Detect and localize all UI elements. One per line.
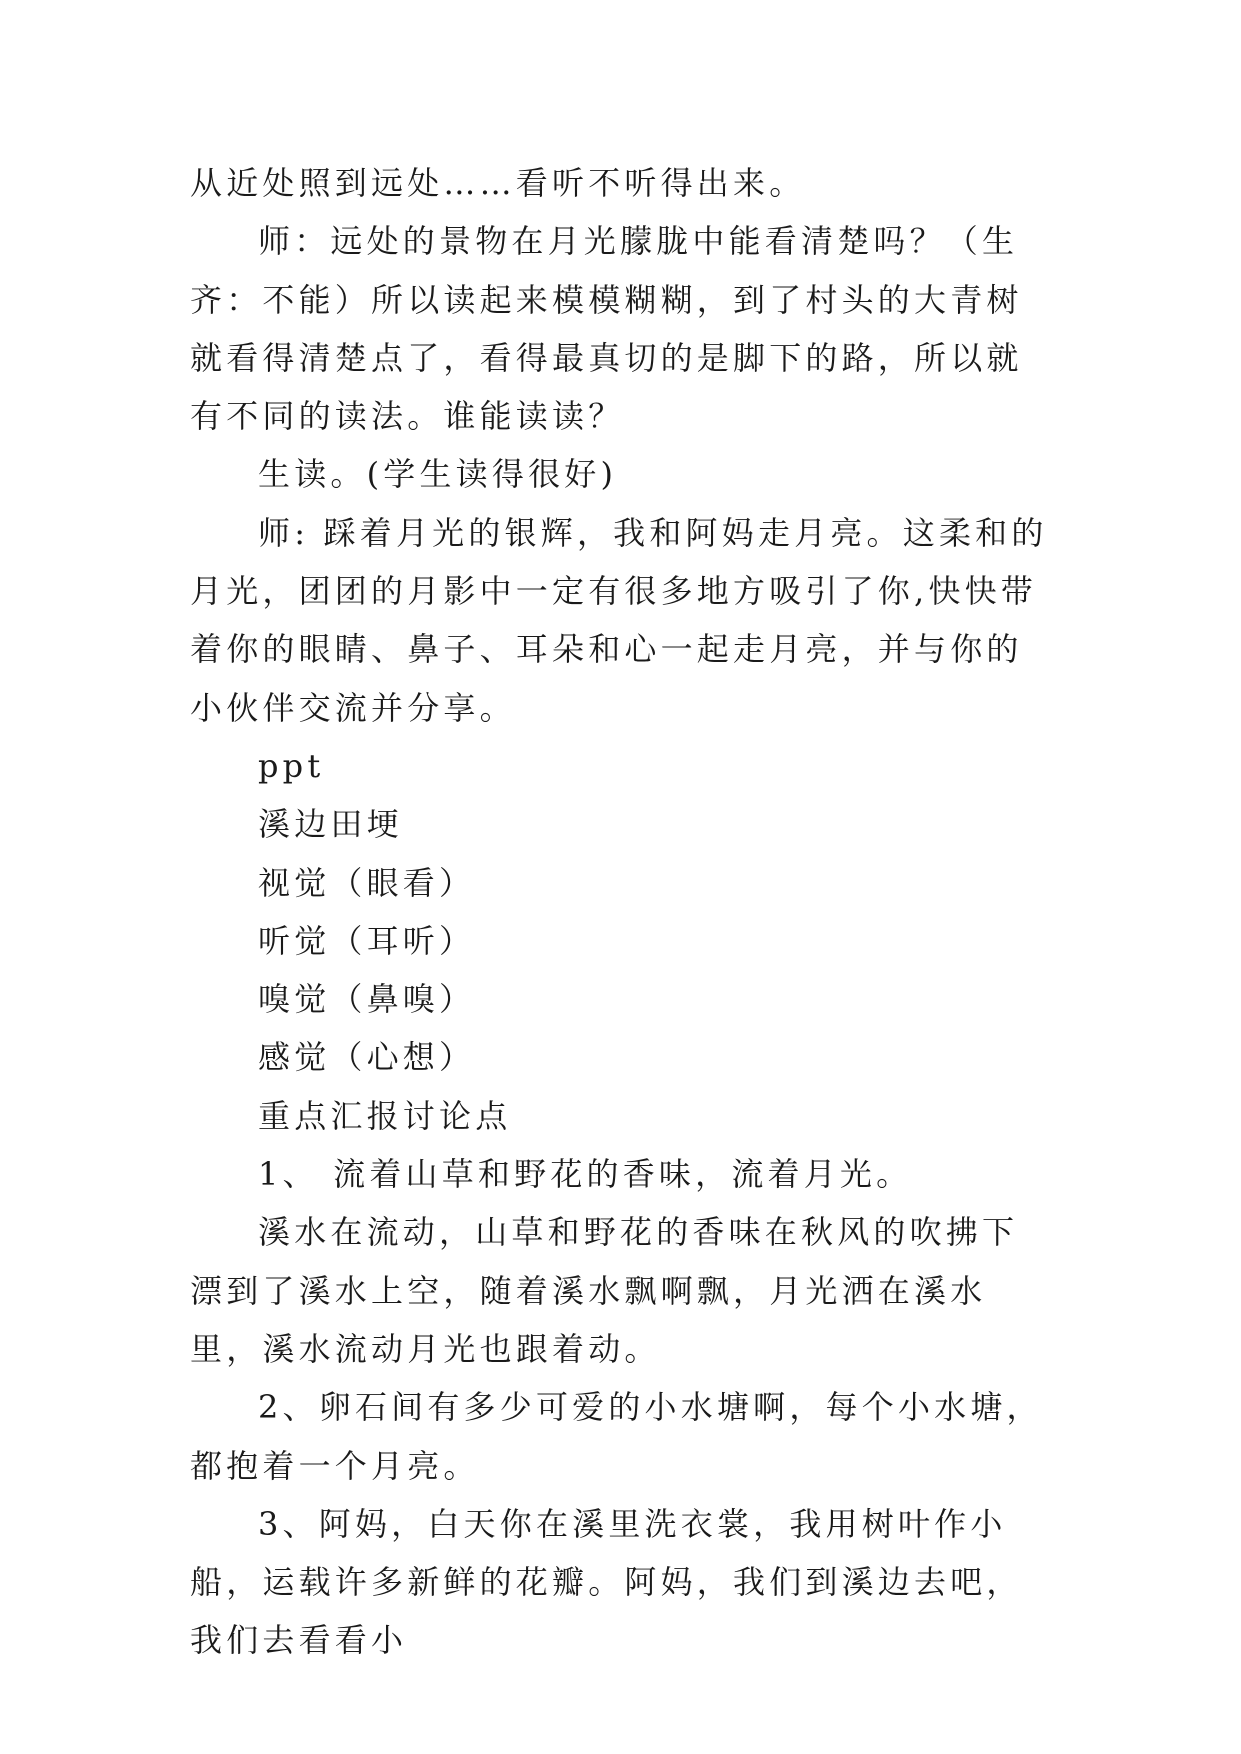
paragraph-sense-feeling: 感觉（心想） xyxy=(258,1038,476,1077)
paragraph-discussion-heading: 重点汇报讨论点 xyxy=(258,1096,512,1135)
paragraph-point-1: 1、 流着山草和野花的香味，流着月光。 xyxy=(258,1155,913,1194)
paragraph-sense-hearing: 听觉（耳听） xyxy=(258,921,476,960)
paragraph-student-reading: 生读。(学生读得很好) xyxy=(258,455,618,494)
paragraph-continuation: 从近处照到远处……看听不听得出来。 xyxy=(190,164,806,202)
paragraph-sense-sight: 视觉（眼看） xyxy=(258,863,476,902)
paragraph-ppt-title: 溪边田埂 xyxy=(258,805,403,844)
paragraph-teacher-question: 师：远处的景物在月光朦胧中能看清楚吗？（生齐：不能）所以读起来模模糊糊，到了村头的大青树就看得清楚点了，看得最真切的是脚下的路，所以就有不同的读法。谁能读读？ xyxy=(190,222,1023,436)
paragraph-point-1-explanation: 溪水在流动，山草和野花的香味在秋风的吹拂下漂到了溪水上空，随着溪水飘啊飘，月光洒在溪水里，溪水流动月光也跟着动。 xyxy=(190,1213,1019,1368)
paragraph-ppt-label: ppt xyxy=(258,746,325,785)
paragraph-point-2: 2、卵石间有多少可爱的小水塘啊，每个小水塘，都抱着一个月亮。 xyxy=(190,1388,1043,1485)
paragraph-sense-smell: 嗅觉（鼻嗅） xyxy=(258,980,476,1019)
paragraph-point-3: 3、阿妈，白天你在溪里洗衣裳，我用树叶作小船，运载许多新鲜的花瓣。阿妈，我们到溪边去吧，我们去看看小 xyxy=(190,1504,1023,1660)
document-body xyxy=(190,154,1050,1670)
paragraph-teacher-prompt: 师: 踩着月光的银辉，我和阿妈走月亮。这柔和的月光，团团的月影中一定有很多地方吸引了你,快快带着你的眼睛、鼻子、耳朵和心一起走月亮，并与你的小伙伴交流并分享。 xyxy=(190,513,1048,727)
